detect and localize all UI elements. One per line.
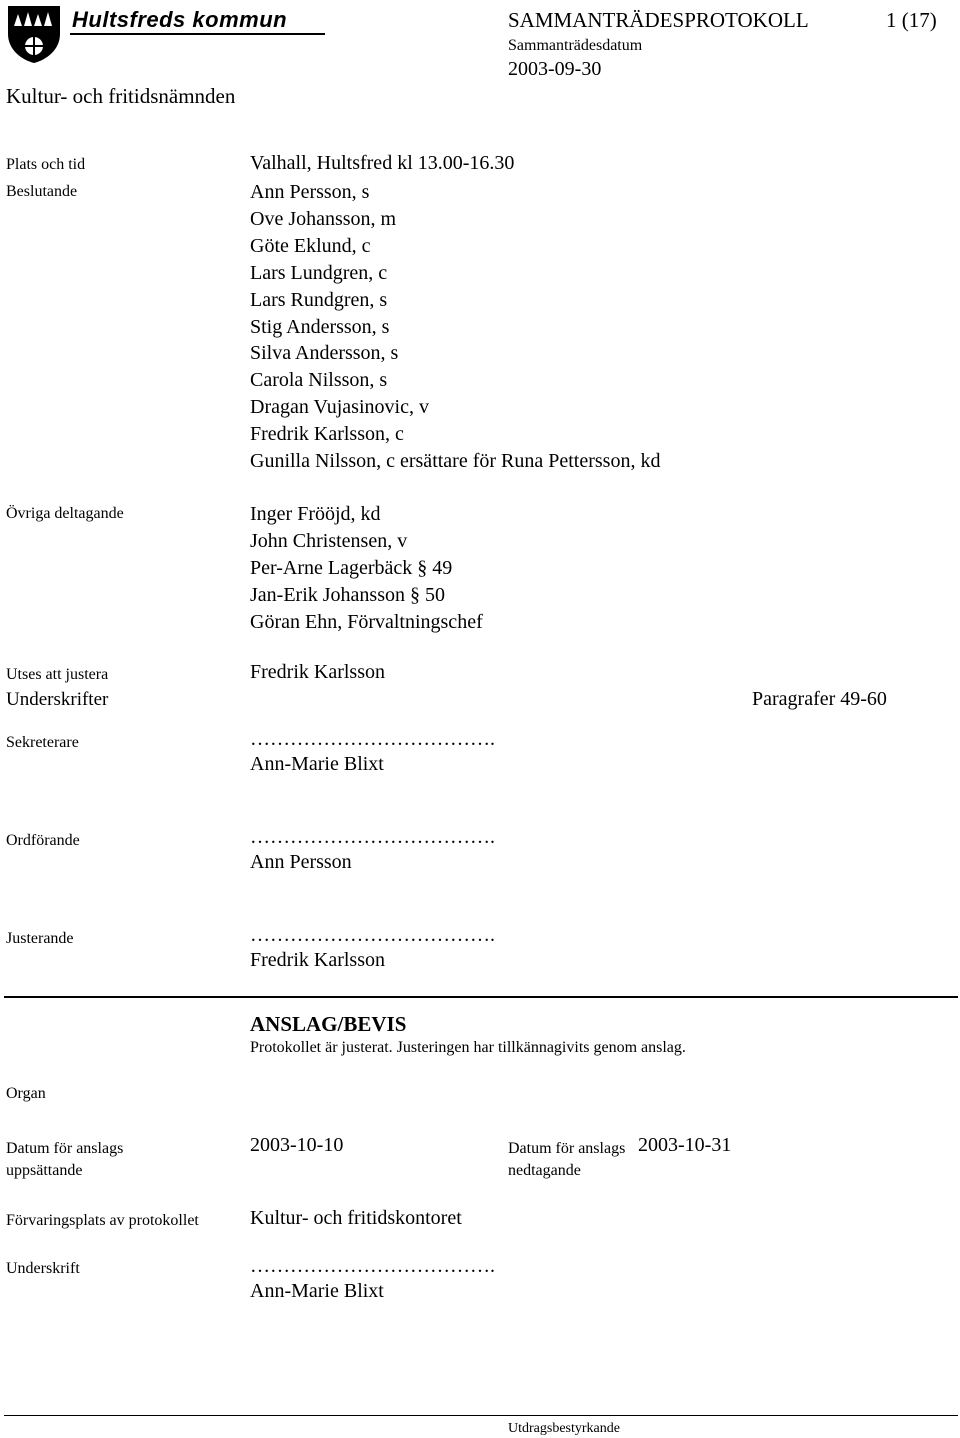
decision-maker: Göte Eklund, c [250,234,371,257]
signatures-label: Underskrifter [6,689,109,710]
other-participant: Per-Arne Lagerbäck § 49 [250,556,453,579]
coat-of-arms-icon [6,4,62,64]
notice-title: ANSLAG/BEVIS [250,1012,407,1036]
posted-label-line: uppsättande [6,1162,83,1179]
place-label: Plats och tid [6,156,86,173]
notice-signature-label: Underskrift [6,1260,80,1277]
extract-certification: Utdragsbestyrkande [508,1421,620,1436]
place-value: Valhall, Hultsfred kl 13.00-16.30 [250,152,515,174]
posted-label [6,1138,123,1182]
storage-label: Förvaringsplats av protokollet [6,1212,199,1229]
organ-label: Organ [6,1085,46,1102]
decision-makers-list [250,179,660,475]
posted-label-line: Datum för anslags [6,1140,124,1157]
footer-divider [4,1415,958,1416]
removed-label-line: Datum för anslags [508,1140,626,1157]
removed-label-line: nedtagande [508,1162,581,1179]
section-divider [4,996,958,998]
others-label: Övriga deltagande [6,505,124,522]
secretary-name: Ann-Marie Blixt [250,753,384,775]
other-participant: John Christensen, v [250,529,408,552]
notice-text: Protokollet är justerat. Justeringen har tillkännagivits genom anslag. [250,1039,686,1056]
signature-line: ………………………………. [250,826,495,848]
removed-date: 2003-10-31 [638,1134,732,1156]
notice-signature-name: Ann-Marie Blixt [250,1280,384,1302]
adjuster-value: Fredrik Karlsson [250,661,385,683]
decision-maker: Ove Johansson, m [250,207,397,230]
signature-line: ………………………………. [250,1255,495,1277]
secretary-label: Sekreterare [6,734,79,751]
chairman-name: Ann Persson [250,851,352,873]
paragraphs-range: Paragrafer 49-60 [752,688,887,710]
other-participant: Göran Ehn, Förvaltningschef [250,610,483,633]
decision-maker: Lars Rundgren, s [250,288,388,311]
adjuster-sign-label: Justerande [6,930,74,947]
posted-date: 2003-10-10 [250,1134,344,1156]
decision-maker: Dragan Vujasinovic, v [250,396,429,419]
other-participant: Inger Frööjd, kd [250,503,381,525]
decision-maker: Lars Lundgren, c [250,261,388,284]
decision-maker: Stig Andersson, s [250,315,390,338]
decision-maker: Gunilla Nilsson, c ersättare för Runa Pettersson, kd [250,450,661,473]
others-list [250,501,483,636]
removed-label [508,1138,625,1182]
decision-maker: Ann Persson, s [250,181,370,203]
decision-maker: Fredrik Karlsson, c [250,423,404,446]
municipality-name: Hultsfreds kommun [72,7,288,32]
date-label: Sammanträdesdatum [508,37,643,54]
storage-value: Kultur- och fritidskontoret [250,1207,462,1229]
signature-line: ………………………………. [250,924,495,946]
page-number: 1 (17) [886,8,937,32]
board-name: Kultur- och fritidsnämnden [6,84,236,108]
other-participant: Jan-Erik Johansson § 50 [250,583,445,606]
meeting-date: 2003-09-30 [508,58,602,80]
signature-line: ………………………………. [250,728,495,750]
logo-underline [70,33,325,35]
decision-makers-label: Beslutande [6,183,78,200]
decision-maker: Silva Andersson, s [250,342,399,365]
decision-maker: Carola Nilsson, s [250,369,388,392]
document-type: SAMMANTRÄDESPROTOKOLL [508,8,809,32]
adjuster-sign-name: Fredrik Karlsson [250,949,385,971]
chairman-label: Ordförande [6,832,80,849]
adjuster-label: Utses att justera [6,666,109,683]
